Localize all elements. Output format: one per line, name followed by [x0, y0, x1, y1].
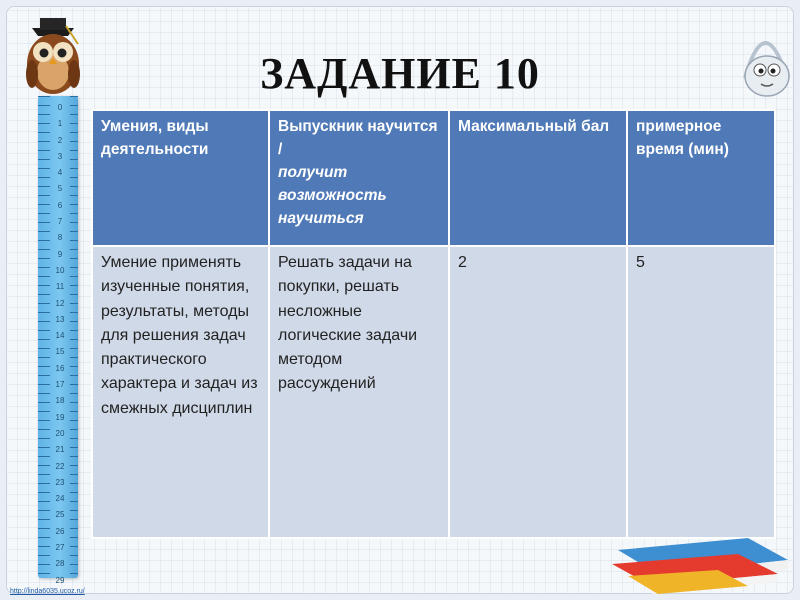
ruler-number: 12 [55, 298, 65, 308]
ruler-number: 2 [57, 135, 63, 145]
ruler-number: 21 [55, 445, 65, 455]
ruler-number: 6 [57, 200, 63, 210]
ruler-number: 14 [55, 331, 65, 341]
ruler-number: 13 [55, 314, 65, 324]
ruler-number: 22 [55, 461, 65, 471]
ruler-number: 4 [57, 168, 63, 178]
ruler-number: 27 [55, 543, 65, 553]
cell-time: 5 [627, 246, 775, 538]
ruler-numbers [52, 100, 68, 589]
header-time: примерное время (мин) [627, 110, 775, 246]
ruler-number: 29 [55, 575, 65, 585]
ruler-number: 26 [55, 526, 65, 536]
ruler-number: 25 [55, 510, 65, 520]
ruler-number: 23 [55, 477, 65, 487]
ruler-number: 28 [55, 559, 65, 569]
table-header-row [92, 110, 775, 246]
ruler-ticks-right [70, 96, 78, 578]
slide-title: ЗАДАНИЕ 10 [260, 49, 540, 98]
ruler-number: 9 [57, 249, 63, 259]
cell-learns: Решать задачи на покупки, решать несложные логические задачи методом рассуждений [269, 246, 449, 538]
ruler-number: 15 [55, 347, 65, 357]
header-learns [269, 110, 449, 246]
table-row [92, 246, 775, 538]
books-icon [598, 530, 794, 594]
ruler-number: 0 [57, 103, 63, 112]
ruler-number: 18 [55, 396, 65, 406]
cell-skills: Умение применять изученные понятия, результаты, методы для решения задач практического характера и задач из смежных дисциплин [92, 246, 269, 538]
ruler-number: 17 [55, 380, 65, 390]
ruler-ticks-left [38, 96, 50, 578]
header-learns-plain: Выпускник научится / [278, 118, 438, 158]
cell-max-score: 2 [449, 246, 627, 538]
ruler-number: 8 [57, 233, 63, 243]
ruler-number: 11 [55, 282, 65, 292]
footer-link[interactable]: http://linda6035.ucoz.ru/ [10, 588, 85, 595]
task-table [91, 109, 776, 539]
header-max-score: Максимальный бал [449, 110, 627, 246]
header-skills: Умения, виды деятельности [92, 110, 269, 246]
ruler-number: 1 [57, 119, 63, 129]
ruler-number: 20 [55, 428, 65, 438]
ruler-number: 19 [55, 412, 65, 422]
ruler-icon [38, 96, 78, 585]
ruler-number: 24 [55, 494, 65, 504]
header-learns-italic: получит возможность научиться [278, 164, 387, 227]
ruler-number: 10 [55, 265, 65, 275]
ruler-number: 5 [57, 184, 63, 194]
ruler-number: 7 [57, 217, 63, 227]
ruler-number: 3 [57, 151, 63, 161]
ruler-number: 16 [55, 363, 65, 373]
